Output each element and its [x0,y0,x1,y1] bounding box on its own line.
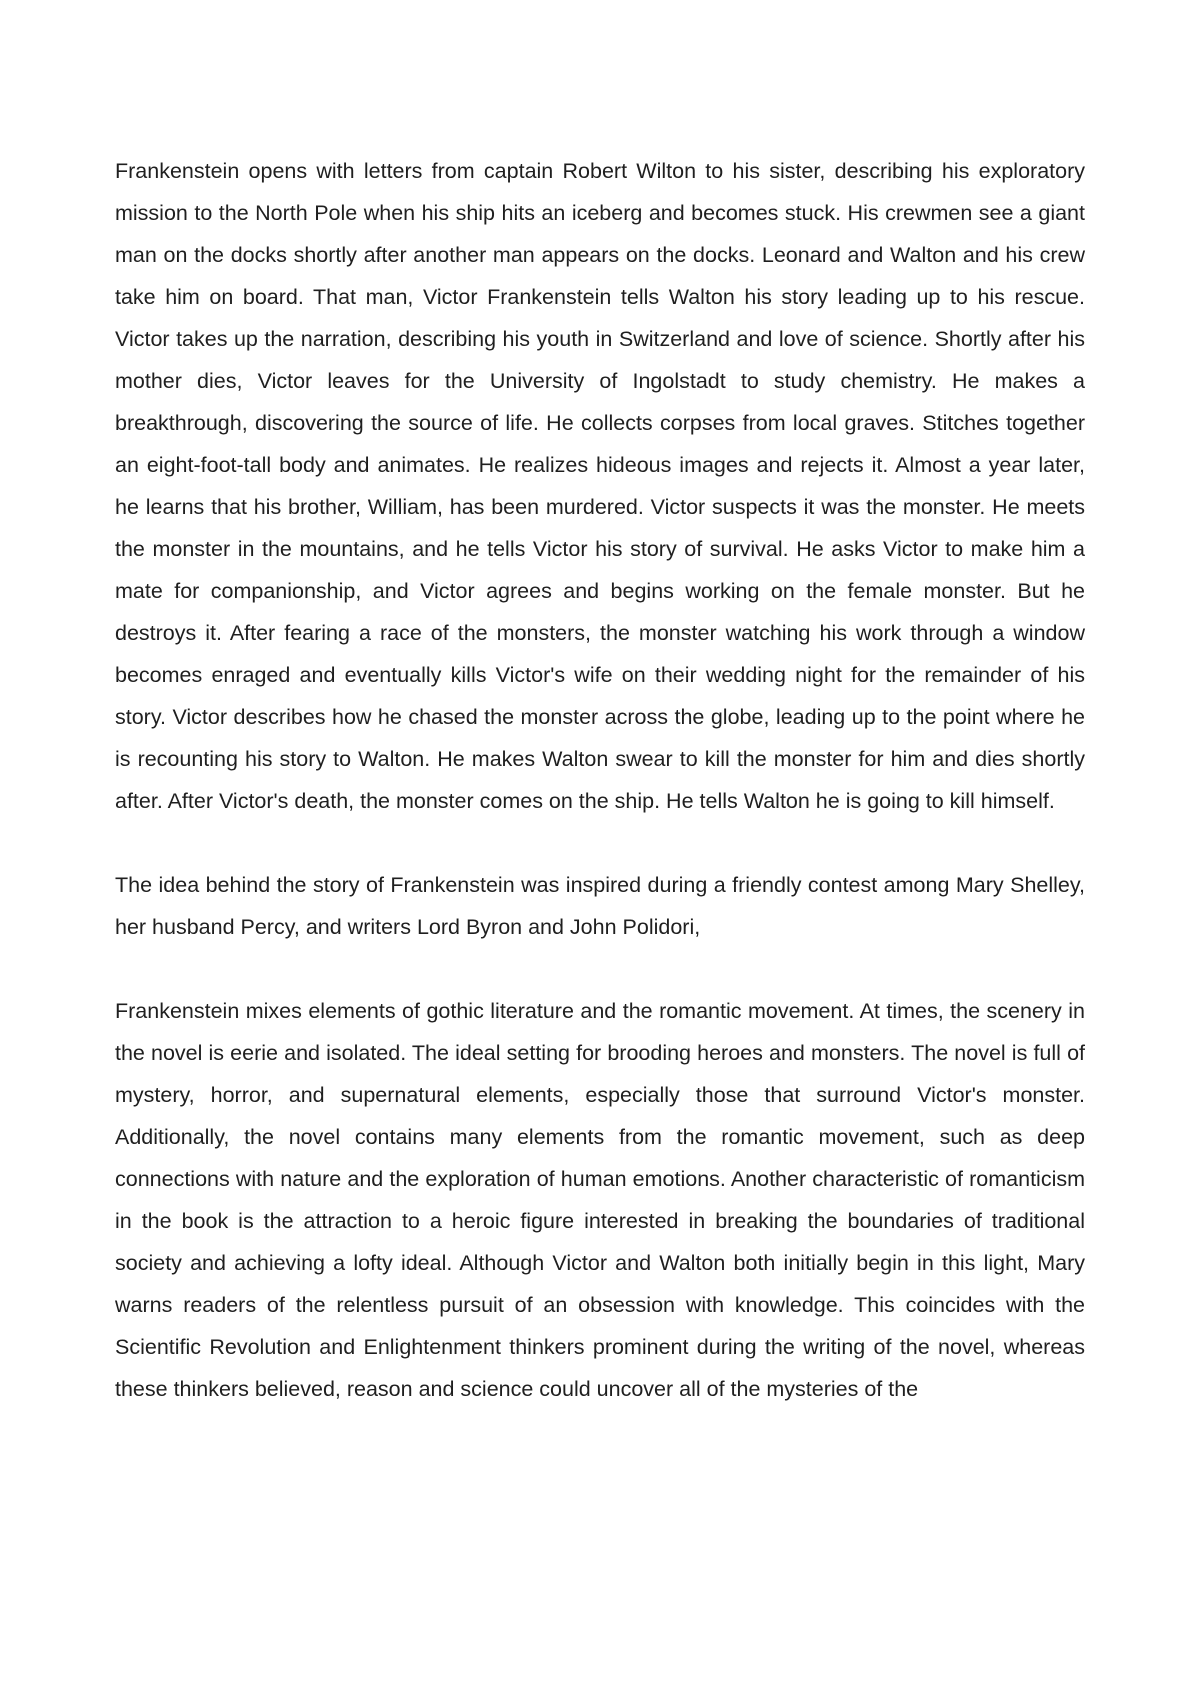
paragraph-inspiration: The idea behind the story of Frankenstein was inspired during a friendly contest among Mary Shelley, her husband Percy, and writers Lord Byron and John Polidori, [115,873,1085,939]
document-body [115,150,1085,1410]
paragraph-gothic-romantic: Frankenstein mixes elements of gothic literature and the romantic movement. At times, the scenery in the novel is eerie and isolated. The ideal setting for brooding heroes and monsters. The novel is full of mystery, horror, and supernatural elements, especially those that surround Victor's monster. Additionally, the novel contains many elements from the romantic movement, such as deep connections with nature and the exploration of human emotions. Another characteristic of romanticism in the book is the attraction to a heroic figure interested in breaking the boundaries of traditional society and achieving a lofty ideal. Although Victor and Walton both initially begin in this light, Mary warns readers of the relentless pursuit of an obsession with knowledge. This coincides with the Scientific Revolution and Enlightenment thinkers prominent during the writing of the novel, whereas these thinkers believed, reason and science could uncover all of the mysteries of the [115,999,1085,1401]
paragraph-plot-summary: Frankenstein opens with letters from captain Robert Wilton to his sister, describing his exploratory mission to the North Pole when his ship hits an iceberg and becomes stuck. His crewmen see a giant man on the docks shortly after another man appears on the docks. Leonard and Walton and his crew take him on board. That man, Victor Frankenstein tells Walton his story leading up to his rescue. Victor takes up the narration, describing his youth in Switzerland and love of science. Shortly after his mother dies, Victor leaves for the University of Ingolstadt to study chemistry. He makes a breakthrough, discovering the source of life. He collects corpses from local graves. Stitches together an eight-foot-tall body and animates. He realizes hideous images and rejects it. Almost a year later, he learns that his brother, William, has been murdered. Victor suspects it was the monster. He meets the monster in the mountains, and he tells Victor his story of survival. He asks Victor to make him a mate for companionship, and Victor agrees and begins working on the female monster. But he destroys it. After fearing a race of the monsters, the monster watching his work through a window becomes enraged and eventually kills Victor's wife on their wedding night for the remainder of his story. Victor describes how he chased the monster across the globe, leading up to the point where he is recounting his story to Walton. He makes Walton swear to kill the monster for him and dies shortly after. After Victor's death, the monster comes on the ship. He tells Walton he is going to kill himself. [115,159,1085,813]
